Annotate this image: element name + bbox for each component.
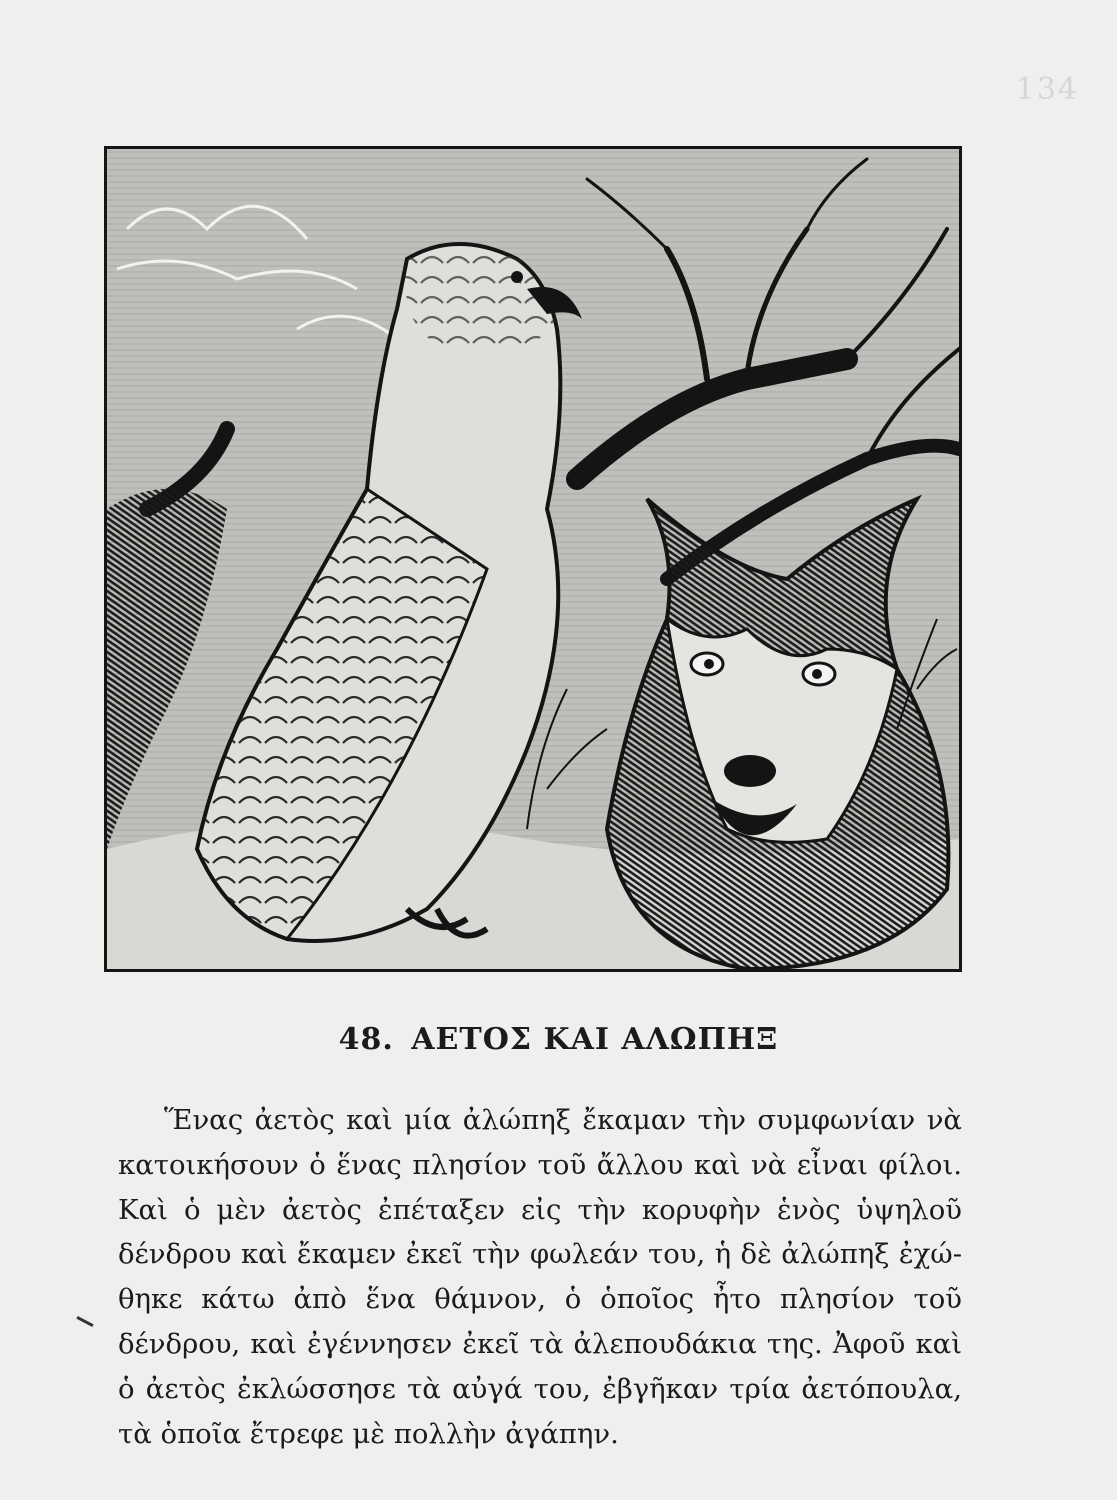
page-number: 134 (1015, 72, 1079, 107)
text-line: δένδρου καὶ ἔκαμεν ἐκεῖ τὴν φωλεάν του, ἡ δὲ ἀλώπηξ ἐχώ- (118, 1238, 962, 1271)
text-line: Καὶ ὁ μὲν ἀετὸς ἐπέταξεν εἰς τὴν κορυφὴν ἑνὸς ὑψηλοῦ (118, 1193, 962, 1226)
eagle-and-fox-illustration (104, 146, 962, 972)
text-line: Ἕνας ἀετὸς καὶ μία ἀλώπηξ ἔκαμαν τὴν συμφωνίαν νὰ (164, 1104, 962, 1136)
margin-mark (76, 1316, 93, 1327)
text-line: ὁ ἀετὸς ἐκλώσσησε τὰ αὐγά του, ἐβγῆκαν τρία ἀετόπουλα, (118, 1372, 962, 1405)
text-line: κατοικήσουν ὁ ἕνας πλησίον τοῦ ἄλλου καὶ νὰ εἶναι φίλοι. (118, 1148, 962, 1181)
story-title: ΑΕΤΟΣ ΚΑΙ ΑΛΩΠΗΞ (411, 1022, 779, 1057)
text-line: τὰ ὁποῖα ἔτρεφε μὲ πολλὴν ἀγάπην. (118, 1417, 619, 1450)
story-heading (0, 1022, 1117, 1057)
text-line: δένδρου, καὶ ἐγέννησεν ἐκεῖ τὰ ἀλεπουδάκια της. Ἀφοῦ καὶ (118, 1327, 962, 1360)
text-line: θηκε κάτω ἀπὸ ἕνα θάμνον, ὁ ὁποῖος ἦτο πλησίον τοῦ (118, 1283, 962, 1316)
story-number: 48. (338, 1022, 394, 1057)
story-text (118, 1098, 962, 1456)
